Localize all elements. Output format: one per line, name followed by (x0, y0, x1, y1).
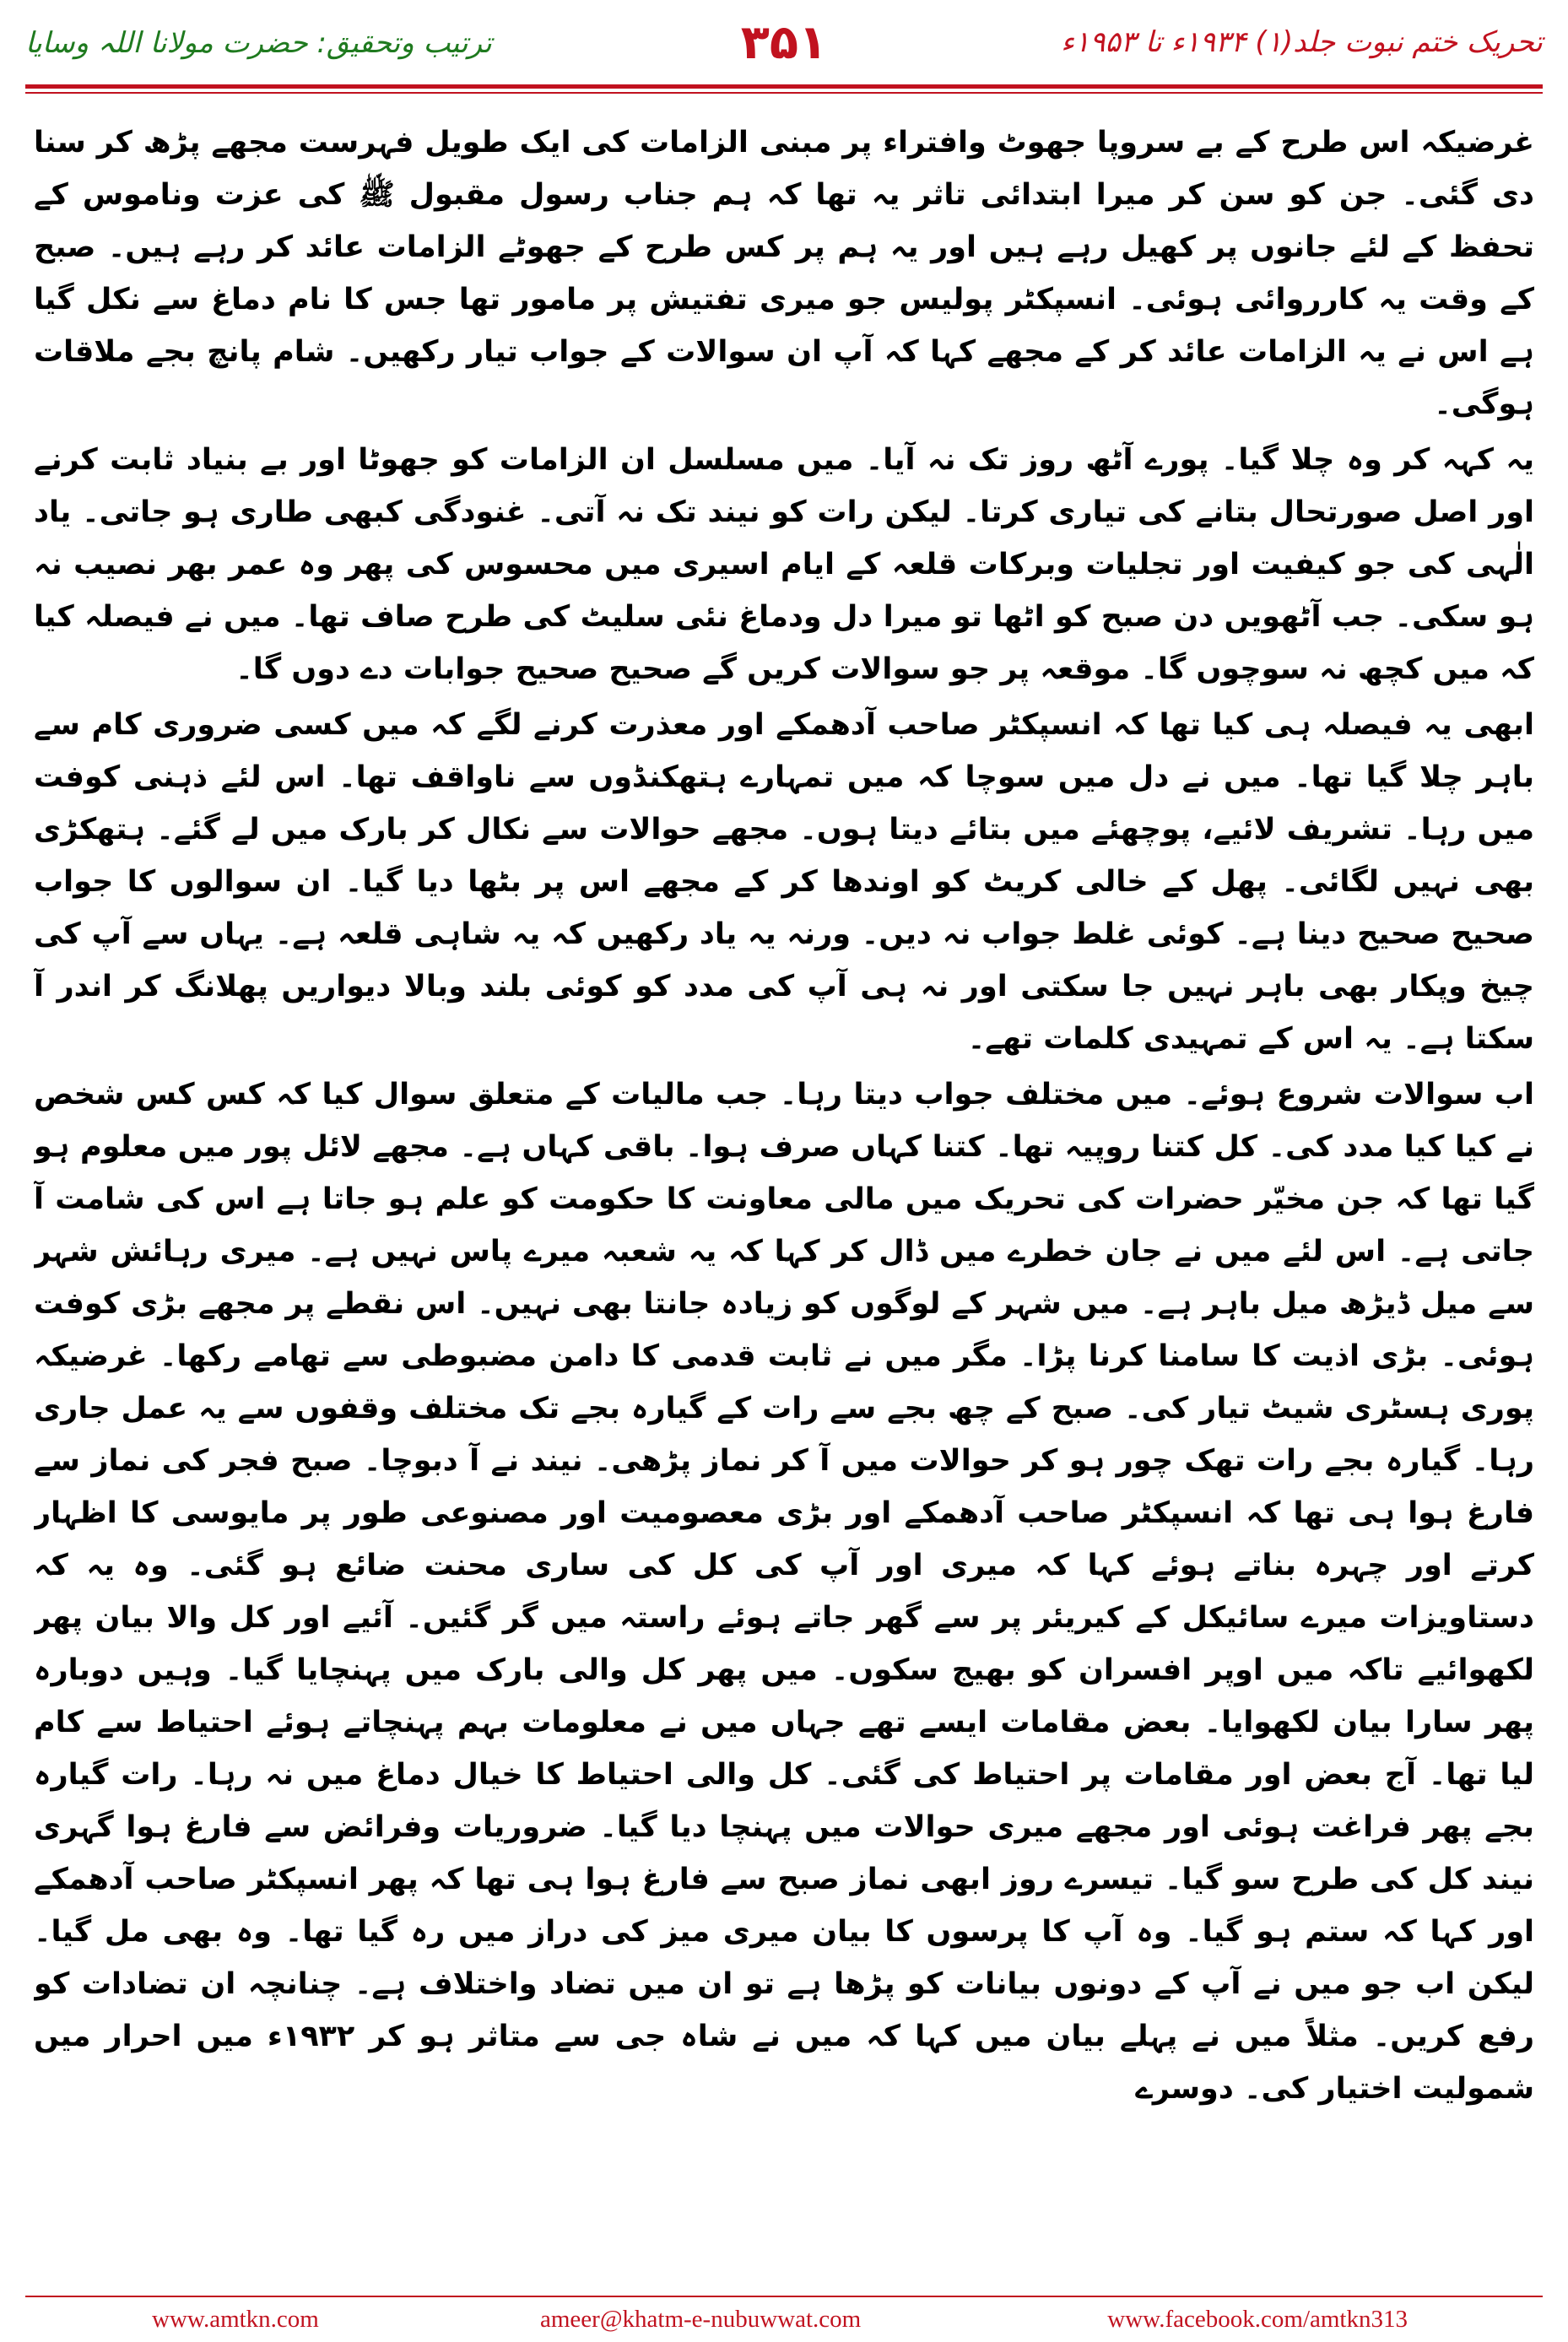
compiler-credit: ترتیب وتحقیق: حضرت مولانا اللہ وسایا (25, 26, 492, 60)
page-footer (25, 2306, 1543, 2336)
header-rule-thick (25, 84, 1543, 89)
email-link[interactable]: ameer@khatm-e-nubuwwat.com (540, 2306, 862, 2333)
paragraph-1: غرضیکہ اس طرح کے بے سروپا جھوٹ وافتراء پر مبنی الزامات کی ایک طویل فہرست مجھے پڑھ کر سنا دی گئی۔ جن کو سن کر میرا ابتدائی تاثر یہ تھا کہ ہم جناب رسول مقبول ﷺ کی عزت وناموس کے تحفظ کے لئے جانوں پر کھیل رہے ہیں اور یہ ہم پر کس طرح کے جھوٹے الزامات عائد کر رہے ہیں۔ صبح کے وقت یہ کارروائی ہوئی۔ انسپکٹر پولیس جو میری تفتیش پر مامور تھا جس کا نام دماغ سے نکل گیا ہے اس نے یہ الزامات عائد کر کے مجھے کہا کہ آپ ان سوالات کے جواب تیار رکھیں۔ شام پانچ بجے ملاقات ہوگی۔ (34, 126, 1534, 421)
page-number: ۳۵۱ (740, 15, 828, 70)
website-link[interactable]: www.amtkn.com (152, 2306, 319, 2333)
page-header (0, 0, 1568, 93)
paragraph-3: ابھی یہ فیصلہ ہی کیا تھا کہ انسپکٹر صاحب آدھمکے اور معذرت کرنے لگے کہ میں کسی ضروری کام سے باہر چلا گیا تھا۔ میں نے دل میں سوچا کہ میں تمہارے ہتھکنڈوں سے ناواقف تھا۔ اس لئے ذہنی کوفت میں رہا۔ تشریف لائیے، پوچھئے میں بتائے دیتا ہوں۔ مجھے حوالات سے نکال کر بارک میں لے گئے۔ ہتھکڑی بھی نہیں لگائی۔ پھل کے خالی کریٹ کو اوندھا کر کے مجھے اس پر بٹھا دیا گیا۔ ان سوالوں کا جواب صحیح صحیح دینا ہے۔ کوئی غلط جواب نہ دیں۔ ورنہ یہ یاد رکھیں کہ یہ شاہی قلعہ ہے۔ یہاں سے آپ کی چیخ وپکار بھی باہر نہیں جا سکتی اور نہ ہی آپ کی مدد کو کوئی بلند وبالا دیواریں پھلانگ کر اندر آ سکتا ہے۔ یہ اس کے تمہیدی کلمات تھے۔ (34, 708, 1534, 1056)
header-rule-thin (25, 92, 1543, 94)
paragraph-2: یہ کہہ کر وہ چلا گیا۔ پورے آٹھ روز تک نہ آیا۔ میں مسلسل ان الزامات کو جھوٹا اور بے بنیاد ثابت کرنے اور اصل صورتحال بتانے کی تیاری کرتا۔ لیکن رات کو نیند تک نہ آتی۔ غنودگی کبھی طاری ہو جاتی۔ یاد الٰہی کی جو کیفیت اور تجلیات وبرکات قلعہ کے ایام اسیری میں محسوس کی پھر وہ عمر بھر نصیب نہ ہو سکی۔ جب آٹھویں دن صبح کو اٹھا تو میرا دل ودماغ نئی سلیٹ کی طرح صاف تھا۔ میں نے فیصلہ کیا کہ میں کچھ نہ سوچوں گا۔ موقعہ پر جو سوالات کریں گے صحیح صحیح جوابات دے دوں گا۔ (34, 443, 1534, 686)
main-text (34, 116, 1534, 2201)
footer-rule (25, 2296, 1543, 2297)
facebook-link[interactable]: www.facebook.com/amtkn313 (1107, 2306, 1408, 2333)
paragraph-4: اب سوالات شروع ہوئے۔ میں مختلف جواب دیتا رہا۔ جب مالیات کے متعلق سوال کیا کہ کس کس شخص نے کیا کیا مدد کی۔ کل کتنا روپیہ تھا۔ کتنا کہاں صرف ہوا۔ باقی کہاں ہے۔ مجھے لائل پور میں معلوم ہو گیا تھا کہ جن مخیّر حضرات کی تحریک میں مالی معاونت کا حکومت کو علم ہو جاتا ہے اس کی شامت آ جاتی ہے۔ اس لئے میں نے جان خطرے میں ڈال کر کہا کہ یہ شعبہ میرے پاس نہیں ہے۔ میری رہائش شہر سے میل ڈیڑھ میل باہر ہے۔ میں شہر کے لوگوں کو زیادہ جانتا بھی نہیں۔ اس نقطے پر مجھے بڑی کوفت ہوئی۔ بڑی اذیت کا سامنا کرنا پڑا۔ مگر میں نے ثابت قدمی کا دامن مضبوطی سے تھامے رکھا۔ غرضیکہ پوری ہسٹری شیٹ تیار کی۔ صبح کے چھ بجے سے رات کے گیارہ بجے تک مختلف وقفوں سے یہ عمل جاری رہا۔ گیارہ بجے رات تھک چور ہو کر حوالات میں آ کر نماز پڑھی۔ نیند نے آ دبوچا۔ صبح فجر کی نماز سے فارغ ہوا ہی تھا کہ انسپکٹر صاحب آدھمکے اور بڑی معصومیت اور مصنوعی طور پر مایوسی کا اظہار کرتے اور چہرہ بناتے ہوئے کہا کہ میری اور آپ کی کل کی ساری محنت ضائع ہو گئی۔ وہ یہ کہ دستاویزات میرے سائیکل کے کیریئر پر سے گھر جاتے ہوئے راستہ میں گر گئیں۔ آئیے اور کل والا بیان پھر لکھوائیے تاکہ میں اوپر افسران کو بھیج سکوں۔ میں پھر کل والی بارک میں پہنچایا گیا۔ وہیں دوبارہ پھر سارا بیان لکھوایا۔ بعض مقامات ایسے تھے جہاں میں نے معلومات بہم پہنچاتے ہوئے احتیاط سے کام لیا تھا۔ آج بعض اور مقامات پر احتیاط کی گئی۔ کل والی احتیاط کا خیال دماغ میں نہ رہا۔ رات گیارہ بجے پھر فراغت ہوئی اور مجھے میری حوالات میں پہنچا دیا گیا۔ ضروریات وفرائض سے فارغ ہوا گہری نیند کل کی طرح سو گیا۔ تیسرے روز ابھی نماز صبح سے فارغ ہوا ہی تھا کہ پھر انسپکٹر صاحب آدھمکے اور کہا کہ ستم ہو گیا۔ وہ آپ کا پرسوں کا بیان میری میز کی دراز میں رہ گیا تھا۔ وہ بھی مل گیا۔ لیکن اب جو میں نے آپ کے دونوں بیانات کو پڑھا ہے تو ان میں تضاد واختلاف ہے۔ چنانچہ ان تضادات کو رفع کریں۔ مثلاً میں نے پہلے بیان میں کہا کہ میں نے شاہ جی سے متاثر ہو کر ۱۹۳۲ء میں احرار میں شمولیت اختیار کی۔ دوسرے (34, 1078, 1534, 2106)
book-title: تحریک ختم نبوت جلد(۱) ۱۹۳۴ء تا ۱۹۵۳ء (1061, 25, 1543, 59)
